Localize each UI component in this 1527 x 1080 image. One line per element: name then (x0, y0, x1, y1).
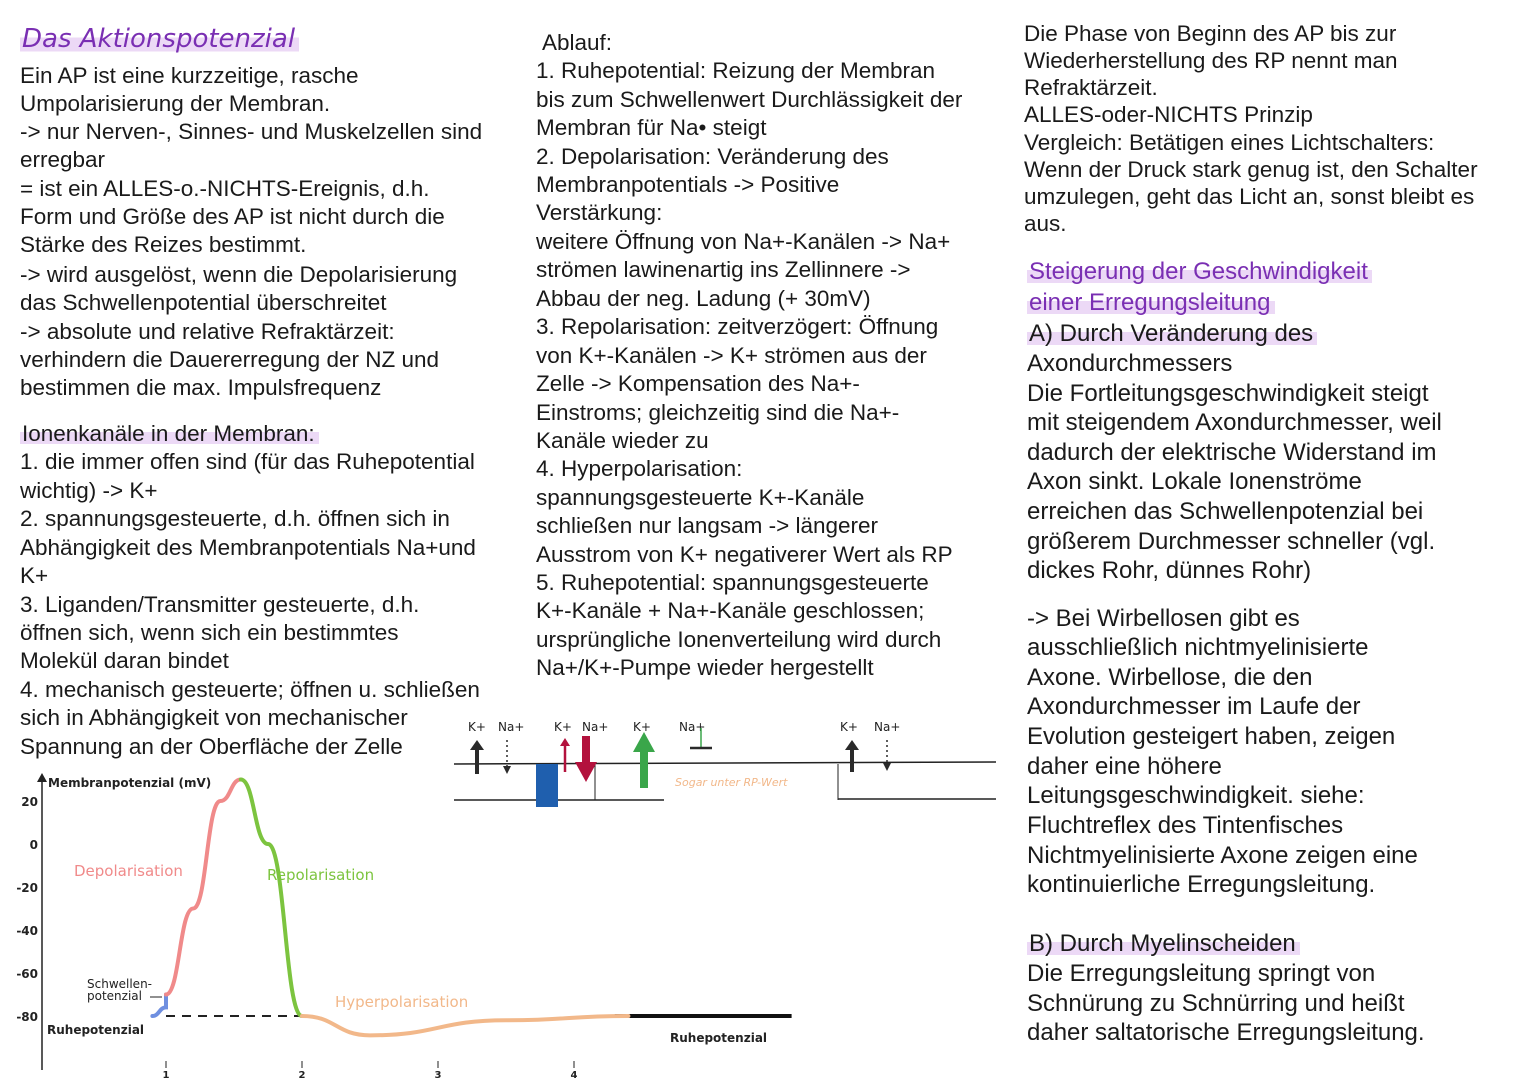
text-line: Wiederherstellung des RP nennt man (1024, 48, 1398, 73)
repolarisation-label: Repolarisation (267, 866, 375, 884)
text-line: Membran für Na• steigt (536, 115, 767, 140)
hyperpolarisation-label: Hyperpolarisation (335, 993, 469, 1011)
text-line: Fluchtreflex des Tintenfisches (1027, 812, 1344, 839)
text-line: schließen nur langsam -> längerer (536, 513, 879, 538)
text-line: umzulegen, geht das Licht an, sonst bleibt es (1024, 184, 1475, 209)
text-line: Molekül daran bindet (20, 648, 229, 673)
text-line: Schnürung zu Schnürring und heißt (1027, 990, 1405, 1017)
text-line: erreichen das Schwellenpotenzial bei (1027, 498, 1424, 525)
ablauf-heading: Ablauf: (542, 30, 613, 55)
membrane-line-top (454, 762, 996, 764)
text-line: dickes Rohr, dünnes Rohr) (1027, 557, 1312, 584)
text-line: kontinuierliche Erregungsleitung. (1027, 871, 1376, 898)
series-line-ruhepotenzial (152, 995, 166, 1017)
text-line: bestimmen die max. Impulsfrequenz (20, 375, 382, 400)
y-tick-label: 20 (21, 795, 38, 809)
channel-label: K+ (633, 720, 651, 734)
series-line-repolarisation (241, 780, 302, 1017)
text-line: 3. Repolarisation: zeitverzögert: Öffnung (536, 314, 939, 339)
text-line: Kanäle wieder zu (536, 428, 709, 453)
text-line: 4. mechanisch gesteuerte; öffnen u. schließen (20, 677, 480, 702)
text-line: Abhängigkeit des Membranpotentials Na+und (20, 535, 476, 560)
section-b-heading: B) Durch Myelinscheiden (1027, 930, 1300, 958)
y-tick-label: -40 (16, 924, 38, 938)
text-line: K+-Kanäle + Na+-Kanäle geschlossen; (536, 598, 925, 623)
series-line-depolarisation (166, 780, 241, 995)
k-out-arrow-icon (845, 740, 859, 772)
text-line: ALLES-oder-NICHTS Prinzip (1024, 102, 1313, 127)
text-line: A) Durch Veränderung des (1027, 320, 1317, 347)
ruhepotenzial-label-right: Ruhepotenzial (670, 1031, 768, 1045)
x-tick-label: 1 (162, 1070, 170, 1080)
below-rp-note: Sogar unter RP-Wert (675, 776, 788, 789)
y-axis-label: Membranpotenzial (mV) (48, 776, 212, 790)
text-line: Leitungsgeschwindigkeit. siehe: (1027, 782, 1365, 809)
text-line: 3. Liganden/Transmitter gesteuerte, d.h. (20, 592, 420, 617)
text-line: Axone. Wirbellose, die den (1027, 664, 1313, 691)
text-line: Steigerung der Geschwindigkeit (1027, 258, 1372, 285)
series-line-hyperpolarisation (302, 1016, 628, 1035)
text-line: 5. Ruhepotential: spannungsgesteuerte (536, 570, 929, 595)
text-line: Die Fortleitungsgeschwindigkeit steigt (1027, 380, 1429, 407)
schwellenpotenzial-label: Schwellen- (87, 977, 153, 991)
text-line: Abbau der neg. Ladung (+ 30mV) (536, 286, 871, 311)
text-line: 1. Ruhepotential: Reizung der Membran (536, 58, 935, 83)
text-line: ausschließlich nichtmyelinisierte (1027, 634, 1369, 661)
text-line: Ein AP ist eine kurzzeitige, rasche (20, 63, 359, 88)
text-line: 4. Hyperpolarisation: (536, 456, 743, 481)
text-line: -> wird ausgelöst, wenn die Depolarisierung (20, 262, 458, 287)
text-line: Spannung an der Oberfläche der Zelle (20, 734, 403, 759)
ruhepotenzial-label-left: Ruhepotenzial (47, 1023, 145, 1037)
x-tick-label: 4 (570, 1070, 578, 1080)
text-line: das Schwellenpotential überschreitet (20, 290, 387, 315)
text-line: 2. spannungsgesteuerte, d.h. öffnen sich in (20, 506, 450, 531)
schwellenpotenzial-label: potenzial (87, 989, 142, 1003)
text-line: Refraktärzeit. (1024, 75, 1158, 100)
action-potential-chart (0, 770, 800, 1080)
text-line: Membranpotentials -> Positive (536, 172, 840, 197)
text-line: Stärke des Reizes bestimmt. (20, 232, 307, 257)
text-line: Nichtmyelinisierte Axone zeigen eine (1027, 842, 1418, 869)
channel-label: Na+ (874, 720, 901, 734)
text-line: daher saltatorische Erregungsleitung. (1027, 1019, 1425, 1046)
text-line: einer Erregungsleitung (1027, 289, 1275, 316)
text-line: = ist ein ALLES-o.-NICHTS-Ereignis, d.h. (20, 176, 430, 201)
y-tick-label: -80 (16, 1010, 38, 1024)
text-line: spannungsgesteuerte K+-Kanäle (536, 485, 865, 510)
y-tick-label: -20 (16, 881, 38, 895)
channel-label: Na+ (679, 720, 706, 734)
text-line: aus. (1024, 211, 1067, 236)
text-line: -> nur Nerven-, Sinnes- und Muskelzellen sind (20, 119, 483, 144)
text-line: Axondurchmesser im Laufe der (1027, 693, 1361, 720)
text-line: öffnen sich, wenn sich ein bestimmtes (20, 620, 399, 645)
text-line: erregbar (20, 147, 106, 172)
text-line: Verstärkung: (536, 200, 663, 225)
k-out-small-arrow-icon (560, 738, 570, 772)
text-line: mit steigendem Axondurchmesser, weil (1027, 409, 1442, 436)
text-line: 1. die immer offen sind (für das Ruhepotential (20, 449, 475, 474)
text-line: Vergleich: Betätigen eines Lichtschalters: (1024, 130, 1435, 155)
channel-label: K+ (468, 720, 486, 734)
y-tick-label: -60 (16, 967, 38, 981)
text-line: Ausstrom von K+ negativerer Wert als RP (536, 542, 953, 567)
k-out-arrow-icon (470, 740, 484, 774)
text-line: daher eine höhere (1027, 753, 1222, 780)
text-line: -> Bei Wirbellosen gibt es (1027, 605, 1300, 632)
text-line: von K+-Kanälen -> K+ strömen aus der (536, 343, 927, 368)
na-dashed-arrow-icon (503, 740, 511, 774)
text-line: Axon sinkt. Lokale Ionenströme (1027, 468, 1362, 495)
text-line: K+ (20, 563, 49, 588)
channel-label: K+ (840, 720, 858, 734)
text-line: wichtig) -> K+ (20, 478, 158, 503)
text-line: Form und Größe des AP ist nicht durch die (20, 204, 445, 229)
channel-label: K+ (554, 720, 572, 734)
depolarisation-label: Depolarisation (74, 862, 183, 880)
y-tick-label: 0 (29, 838, 38, 852)
text-line: Na+/K+-Pumpe wieder hergestellt (536, 655, 874, 680)
text-line: Wenn der Druck stark genug ist, den Schalter (1024, 157, 1478, 182)
text-line: Die Erregungsleitung springt von (1027, 960, 1376, 987)
text-line: Einstroms; gleichzeitig sind die Na+- (536, 400, 900, 425)
text-line: Zelle -> Kompensation des Na+- (536, 371, 860, 396)
ionenkanaele-heading: Ionenkanäle in der Membran: (20, 420, 319, 448)
text-line: sich in Abhängigkeit von mechanischer (20, 705, 408, 730)
page-title: Das Aktionspotenzial (20, 24, 299, 54)
na-dashed-arrow-icon (883, 740, 891, 771)
x-tick-label: 2 (298, 1070, 306, 1080)
text-line: dadurch der elektrische Widerstand im (1027, 439, 1437, 466)
x-tick-label: 3 (434, 1070, 442, 1080)
text-line: Axondurchmessers (1027, 350, 1233, 377)
text-line: Umpolarisierung der Membran. (20, 91, 331, 116)
y-axis-arrow-icon (37, 773, 47, 782)
text-line: strömen lawinenartig ins Zellinnere -> (536, 257, 911, 282)
text-line: -> absolute und relative Refraktärzeit: (20, 319, 395, 344)
text-line: bis zum Schwellenwert Durchlässigkeit der (536, 87, 963, 112)
text-line: weitere Öffnung von Na+-Kanälen -> Na+ (536, 229, 951, 254)
text-line: Die Phase von Beginn des AP bis zur (1024, 21, 1397, 46)
text-line: Evolution gesteigert haben, zeigen (1027, 723, 1396, 750)
text-line: 2. Depolarisation: Veränderung des (536, 144, 889, 169)
channel-label: Na+ (498, 720, 525, 734)
channel-label: Na+ (582, 720, 609, 734)
text-line: verhindern die Dauererregung der NZ und (20, 347, 439, 372)
text-line: ursprüngliche Ionenverteilung wird durch (536, 627, 942, 652)
text-line: größerem Durchmesser schneller (vgl. (1027, 528, 1436, 555)
